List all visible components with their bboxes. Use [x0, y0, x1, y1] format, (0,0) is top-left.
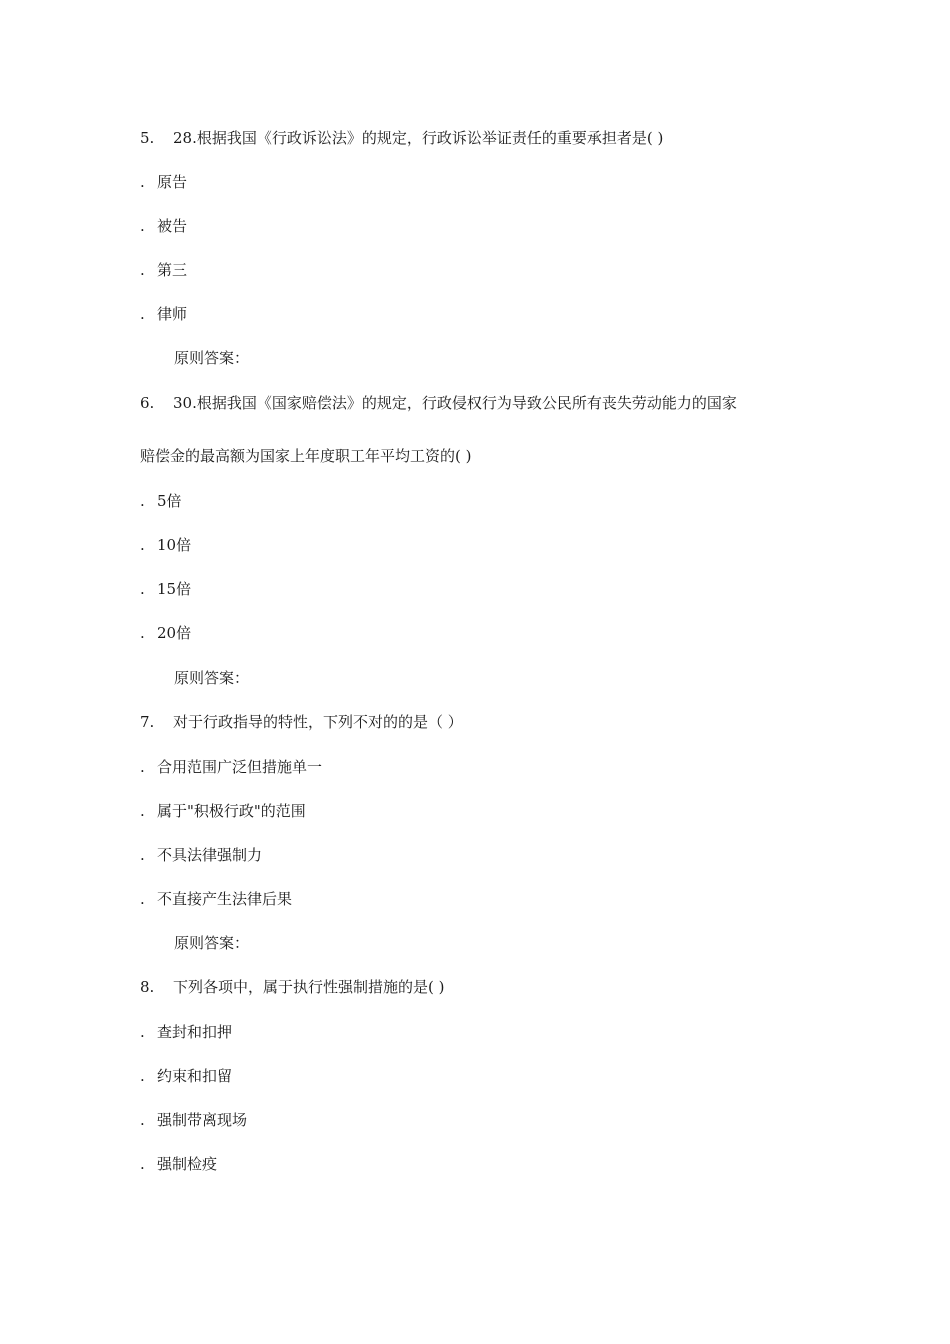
option-text: 强制带离现场	[157, 1111, 248, 1129]
option-text: 被告	[157, 217, 188, 235]
option-text: 属于"积极行政"的范围	[157, 802, 306, 820]
option-text: 20倍	[157, 624, 192, 642]
option-text: 第三	[157, 261, 188, 279]
option-text: 合用范围广泛但措施单一	[157, 758, 323, 776]
question-8-option-b	[140, 1066, 232, 1086]
question-7-option-b	[140, 801, 306, 821]
question-7-option-a	[140, 757, 322, 777]
question-number: 8.	[140, 978, 155, 996]
option-marker: .	[140, 536, 145, 554]
question-5-option-c	[140, 260, 187, 280]
question-8-option-d	[140, 1154, 217, 1174]
question-8-stem	[140, 977, 444, 997]
option-text: 查封和扣押	[157, 1023, 233, 1041]
question-number: 5.	[140, 129, 155, 147]
question-5-option-d	[140, 304, 187, 324]
question-6-option-c	[140, 579, 191, 599]
option-marker: .	[140, 624, 145, 642]
question-6-option-b	[140, 535, 191, 555]
option-marker: .	[140, 305, 145, 323]
question-5-option-a	[140, 172, 187, 192]
question-6-option-d	[140, 623, 191, 643]
question-7-option-c	[140, 845, 262, 865]
question-5-answer-label: 原则答案：	[174, 349, 250, 367]
question-6-stem-continued: 赔偿金的最高额为国家上年度职工年平均工资的( )	[140, 447, 472, 465]
option-text: 5倍	[157, 492, 182, 510]
option-text: 10倍	[157, 536, 192, 554]
question-text: 对于行政指导的特性，下列不对的的是（ ）	[173, 713, 463, 731]
option-marker: .	[140, 890, 145, 908]
option-text: 不具法律强制力	[157, 846, 263, 864]
option-marker: .	[140, 758, 145, 776]
option-text: 强制检疫	[157, 1155, 218, 1173]
question-number: 6.	[140, 394, 155, 412]
option-text: 律师	[157, 305, 188, 323]
option-marker: .	[140, 217, 145, 235]
question-6-stem	[140, 393, 737, 413]
option-marker: .	[140, 580, 145, 598]
option-marker: .	[140, 173, 145, 191]
question-text: 30.根据我国《国家赔偿法》的规定，行政侵权行为导致公民所有丧失劳动能力的国家	[173, 394, 737, 412]
question-7-stem	[140, 712, 463, 732]
option-text: 不直接产生法律后果	[157, 890, 293, 908]
question-8-option-c	[140, 1110, 247, 1130]
question-text: 28.根据我国《行政诉讼法》的规定，行政诉讼举证责任的重要承担者是( )	[173, 129, 664, 147]
option-marker: .	[140, 1111, 145, 1129]
option-marker: .	[140, 261, 145, 279]
question-7-answer-label: 原则答案：	[174, 934, 250, 952]
option-text: 约束和扣留	[157, 1067, 233, 1085]
question-8-option-a	[140, 1022, 232, 1042]
option-text: 原告	[157, 173, 188, 191]
question-5-option-b	[140, 216, 187, 236]
option-marker: .	[140, 1155, 145, 1173]
option-text: 15倍	[157, 580, 192, 598]
question-6-option-a	[140, 491, 182, 511]
question-7-option-d	[140, 889, 292, 909]
option-marker: .	[140, 1067, 145, 1085]
option-marker: .	[140, 802, 145, 820]
question-6-answer-label: 原则答案：	[174, 669, 250, 687]
option-marker: .	[140, 492, 145, 510]
question-5-stem	[140, 128, 663, 148]
question-text: 下列各项中，属于执行性强制措施的是( )	[173, 978, 445, 996]
question-number: 7.	[140, 713, 155, 731]
option-marker: .	[140, 846, 145, 864]
option-marker: .	[140, 1023, 145, 1041]
